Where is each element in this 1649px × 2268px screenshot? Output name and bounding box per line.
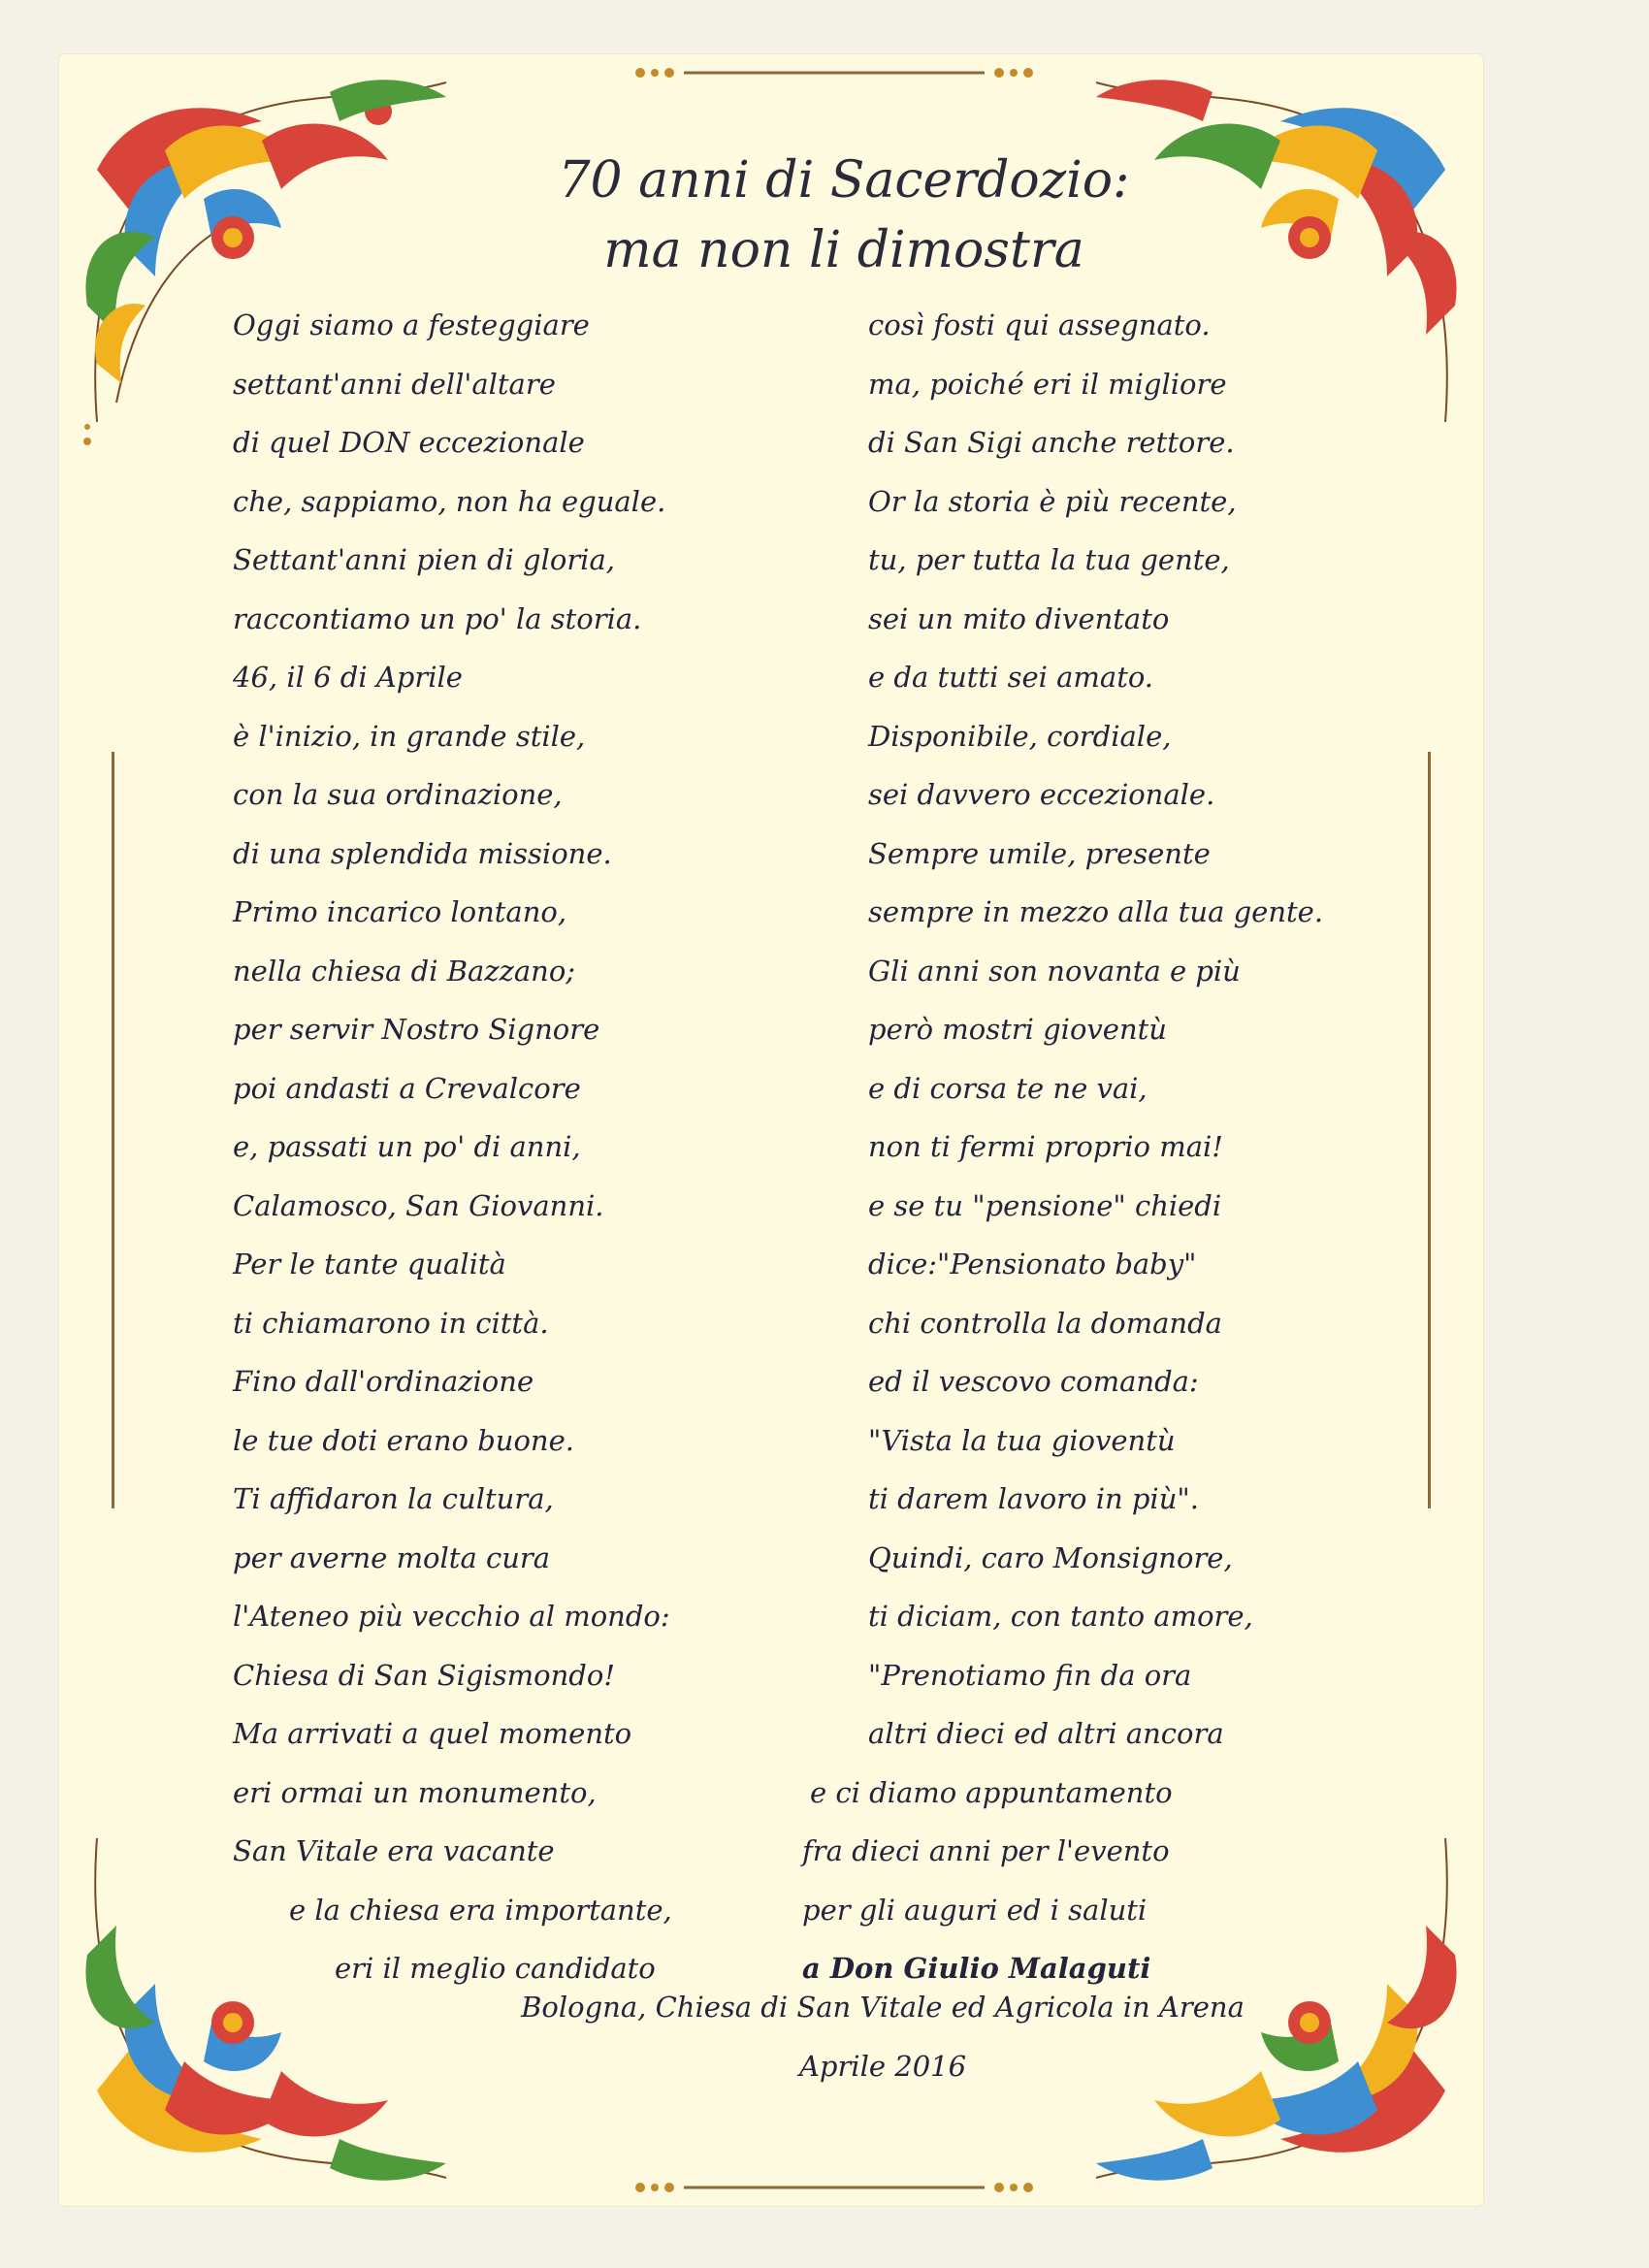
verse-line: altri dieci ed altri ancora <box>868 1717 1224 1750</box>
verse-line: chi controlla la domanda <box>868 1306 1222 1340</box>
verse-line: sei davvero eccezionale. <box>868 778 1215 811</box>
verse-line: l'Ateneo più vecchio al mondo: <box>233 1600 670 1633</box>
verse-line: però mostri gioventù <box>868 1013 1167 1046</box>
verse-line: Settant'anni pien di gloria, <box>233 543 615 576</box>
verse-line: sei un mito diventato <box>868 601 1170 635</box>
verse-line: tu, per tutta la tua gente, <box>868 543 1230 576</box>
verse-line: per gli auguri ed i saluti <box>802 1893 1148 1927</box>
poem-column-left <box>233 296 672 1998</box>
verse-line: Primo incarico lontano, <box>233 895 567 928</box>
title-line-1: 70 anni di Sacerdozio: <box>558 151 1130 210</box>
verse-line: Ti affidaron la cultura, <box>233 1482 554 1515</box>
poem-column-right <box>802 296 1324 1998</box>
border-line-left <box>112 752 114 1508</box>
verse-line: di una splendida missione. <box>233 836 612 870</box>
verse-line: settant'anni dell'altare <box>233 367 556 401</box>
verse-line: "Vista la tua gioventù <box>868 1423 1176 1457</box>
verse-line: ed il vescovo comanda: <box>868 1365 1199 1398</box>
dot-ornament-top <box>630 63 1038 82</box>
verse-line: nella chiesa di Bazzano; <box>233 954 576 988</box>
dedication-line: a Don Giulio Malaguti <box>802 1952 1151 1985</box>
verse-line: che, sappiamo, non ha eguale. <box>233 484 666 518</box>
verse-line: ti darem lavoro in più". <box>868 1482 1199 1515</box>
verse-line: Or la storia è più recente, <box>868 484 1237 518</box>
verse-line: eri ormai un monumento, <box>233 1775 597 1809</box>
verse-line: Gli anni son novanta e più <box>868 954 1241 988</box>
verse-line: Disponibile, cordiale, <box>868 719 1172 753</box>
verse-line: le tue doti erano buone. <box>233 1423 574 1457</box>
verse-line: poi andasti a Crevalcore <box>233 1071 581 1105</box>
verse-line: e ci diamo appuntamento <box>810 1775 1173 1809</box>
verse-line: e la chiesa era importante, <box>289 1893 672 1927</box>
dot-ornament-bottom <box>630 2178 1038 2197</box>
verse-line: Oggi siamo a festeggiare <box>233 308 590 341</box>
title-line-2: ma non li dimostra <box>603 221 1084 279</box>
verse-line: per servir Nostro Signore <box>233 1013 600 1046</box>
border-line-right <box>1428 752 1431 1508</box>
verse-line: ti diciam, con tanto amore, <box>868 1600 1253 1633</box>
poem-title <box>58 146 1484 285</box>
verse-line: eri il meglio candidato <box>335 1952 656 1985</box>
verse-line: e da tutti sei amato. <box>868 661 1154 694</box>
date-line: Aprile 2016 <box>798 2050 967 2083</box>
verse-line: di San Sigi anche rettore. <box>868 426 1235 459</box>
verse-line: San Vitale era vacante <box>233 1834 555 1867</box>
verse-line: ma, poiché eri il migliore <box>868 367 1227 401</box>
verse-line: di quel DON eccezionale <box>233 426 585 459</box>
verse-line: Quindi, caro Monsignore, <box>868 1540 1233 1574</box>
verse-line: è l'inizio, in grande stile, <box>233 719 586 753</box>
place-line: Bologna, Chiesa di San Vitale ed Agricola in Arena <box>521 1991 1245 2024</box>
verse-line: Calamosco, San Giovanni. <box>233 1188 604 1222</box>
verse-line: e di corsa te ne vai, <box>868 1071 1148 1105</box>
verse-line: dice:"Pensionato baby" <box>868 1247 1197 1280</box>
verse-line: e, passati un po' di anni, <box>233 1130 581 1163</box>
verse-line: fra dieci anni per l'evento <box>802 1834 1170 1867</box>
verse-line: Ma arrivati a quel momento <box>233 1717 632 1750</box>
verse-line: e se tu "pensione" chiedi <box>868 1188 1222 1222</box>
verse-line: 46, il 6 di Aprile <box>233 661 463 694</box>
verse-line: raccontiamo un po' la storia. <box>233 601 642 635</box>
verse-line: Chiesa di San Sigismondo! <box>233 1658 615 1692</box>
verse-line: così fosti qui assegnato. <box>868 308 1211 341</box>
verse-line: con la sua ordinazione, <box>233 778 563 811</box>
verse-line: per averne molta cura <box>233 1540 551 1574</box>
verse-line: Sempre umile, presente <box>868 836 1211 870</box>
verse-line: sempre in mezzo alla tua gente. <box>868 895 1324 928</box>
verse-line: Fino dall'ordinazione <box>233 1365 534 1398</box>
verse-line: non ti fermi proprio mai! <box>868 1130 1223 1163</box>
verse-line: ti chiamarono in città. <box>233 1306 549 1340</box>
verse-line: Per le tante qualità <box>233 1247 506 1280</box>
verse-line: "Prenotiamo fin da ora <box>868 1658 1192 1692</box>
